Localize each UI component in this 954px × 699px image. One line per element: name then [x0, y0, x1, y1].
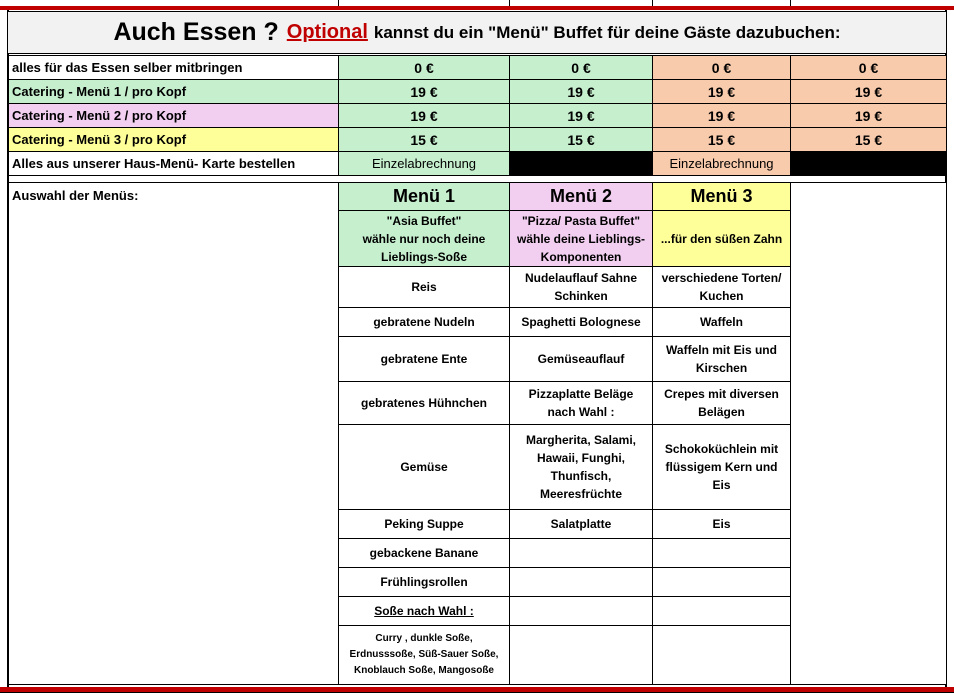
blacked-cell: [510, 152, 653, 176]
top-border: [0, 6, 954, 10]
menu-3-item: [653, 510, 791, 539]
page-title: [8, 11, 946, 54]
empty-column: [791, 183, 947, 685]
price-cell: 0 €: [510, 56, 653, 80]
price-cell: 19 €: [791, 104, 947, 128]
item-line: Schokoküchlein mit: [664, 442, 779, 456]
item-line: Salatplatte: [550, 517, 612, 531]
menu-2-item: [510, 425, 653, 510]
price-cell: 0 €: [653, 56, 791, 80]
title-heading: Auch Essen ?: [113, 18, 279, 46]
item-line: Hawaii, Funghi,: [536, 451, 625, 465]
menu-3-item: [653, 308, 791, 337]
description-line: Lieblings-Soße: [380, 249, 467, 264]
menu-3-item: [653, 539, 791, 568]
menu-2-item: [510, 626, 653, 685]
menu-2-item: [510, 267, 653, 308]
menu-1-item: [339, 425, 510, 510]
item-line: Soße nach Wahl :: [374, 604, 474, 618]
billing-cell: Einzelabrechnung: [339, 152, 510, 176]
menu-1-item: [339, 267, 510, 308]
price-cell: 19 €: [791, 80, 947, 104]
menu-1-item: [339, 337, 510, 382]
price-cell: 19 €: [510, 80, 653, 104]
menu-table: [8, 182, 947, 685]
menu-2-header: Menü 2: [510, 183, 653, 211]
item-line: Belägen: [698, 405, 745, 419]
billing-cell: Einzelabrechnung: [653, 152, 791, 176]
description-line: wähle deine Lieblings-: [516, 231, 646, 246]
col-stub: [652, 0, 653, 6]
price-cell: 15 €: [339, 128, 510, 152]
menu-3-item: [653, 382, 791, 425]
price-cell: 19 €: [653, 104, 791, 128]
item-line: Spaghetti Bolognese: [521, 315, 641, 329]
menu-3-item: [653, 597, 791, 626]
price-cell: 19 €: [339, 80, 510, 104]
item-line: Schinken: [554, 289, 608, 303]
menu-2-item: [510, 568, 653, 597]
price-row: [9, 152, 947, 176]
description-line: "Asia Buffet": [386, 213, 462, 228]
menu-2-item: [510, 597, 653, 626]
item-line: Gemüse: [400, 460, 448, 474]
description-line: "Pizza/ Pasta Buffet": [521, 213, 641, 228]
menu-2-item: [510, 382, 653, 425]
price-row: [9, 128, 947, 152]
price-row-label: Alles aus unserer Haus-Menü- Karte bestellen: [9, 152, 339, 176]
bottom-border-line: [0, 692, 954, 693]
menu-2-item: [510, 539, 653, 568]
item-line: gebratenes Hühnchen: [360, 396, 488, 410]
menu-1-description: [339, 211, 510, 267]
price-row: [9, 80, 947, 104]
price-row-label: Catering - Menü 2 / pro Kopf: [9, 104, 339, 128]
price-cell: 0 €: [791, 56, 947, 80]
item-line: Meeresfrüchte: [539, 487, 623, 501]
price-cell: 0 €: [339, 56, 510, 80]
item-line: Frühlingsrollen: [380, 575, 468, 589]
item-line: gebratene Ente: [380, 352, 468, 366]
price-cell: 15 €: [653, 128, 791, 152]
sauce-options: [339, 626, 510, 685]
price-row-label: Catering - Menü 3 / pro Kopf: [9, 128, 339, 152]
menu-1-item: [339, 597, 510, 626]
menu-3-header: Menü 3: [653, 183, 791, 211]
item-line: gebratene Nudeln: [373, 315, 475, 329]
item-line: Pizzaplatte Beläge: [528, 387, 634, 401]
item-line: Waffeln mit Eis und: [666, 343, 777, 357]
price-row: [9, 56, 947, 80]
item-line: Margherita, Salami,: [525, 433, 637, 447]
col-stub: [790, 0, 791, 6]
title-text: kannst du ein "Menü" Buffet für deine Gäste dazubuchen:: [373, 22, 841, 42]
item-line: Peking Suppe: [384, 517, 464, 531]
item-line: Reis: [411, 280, 437, 294]
price-cell: 15 €: [510, 128, 653, 152]
item-line: Kuchen: [699, 289, 744, 303]
price-cell: 19 €: [510, 104, 653, 128]
menu-1-item: [339, 308, 510, 337]
description-line: ...für den süßen Zahn: [660, 231, 783, 246]
description-line: wähle nur noch deine: [362, 231, 486, 246]
item-line: Nudelauflauf Sahne: [524, 271, 637, 285]
menu-3-item: [653, 267, 791, 308]
item-line: Curry , dunkle Soße,: [375, 633, 473, 644]
item-line: Thunfisch,: [550, 469, 612, 483]
section-label: Auswahl der Menüs:: [9, 183, 339, 685]
col-stub: [509, 0, 510, 6]
menu-1-item: [339, 510, 510, 539]
item-line: Crepes mit diversen: [664, 387, 779, 401]
item-line: Knoblauch Soße, Mangosoße: [353, 665, 494, 676]
price-cell: 19 €: [339, 104, 510, 128]
menu-1-item: [339, 539, 510, 568]
menu-3-item: [653, 337, 791, 382]
menu-1-header: Menü 1: [339, 183, 510, 211]
menu-3-description: [653, 211, 791, 267]
title-optional: Optional: [286, 21, 368, 43]
menu-2-description: [510, 211, 653, 267]
item-line: Waffeln: [700, 315, 743, 329]
price-row-label: Catering - Menü 1 / pro Kopf: [9, 80, 339, 104]
menu-3-item: [653, 425, 791, 510]
item-line: gebackene Banane: [369, 546, 479, 560]
item-line: flüssigem Kern und Eis: [665, 460, 778, 492]
col-stub: [338, 0, 339, 6]
menu-1-item: [339, 568, 510, 597]
menu-3-item: [653, 568, 791, 597]
menu-2-item: [510, 308, 653, 337]
item-line: verschiedene Torten/: [661, 271, 782, 285]
item-line: Gemüseauflauf: [537, 352, 625, 366]
menu-2-item: [510, 337, 653, 382]
item-line: Eis: [712, 517, 731, 531]
menu-2-item: [510, 510, 653, 539]
price-cell: 19 €: [653, 80, 791, 104]
blacked-cell: [791, 152, 947, 176]
item-line: Erdnusssoße, Süß-Sauer Soße,: [349, 649, 499, 660]
price-cell: 15 €: [791, 128, 947, 152]
menu-3-item: [653, 626, 791, 685]
item-line: nach Wahl :: [547, 405, 615, 419]
price-row: [9, 104, 947, 128]
price-table: [8, 55, 947, 176]
description-line: Komponenten: [540, 249, 622, 264]
menu-header-row: [9, 183, 947, 211]
item-line: Kirschen: [695, 361, 748, 375]
menu-1-item: [339, 382, 510, 425]
price-row-label: alles für das Essen selber mitbringen: [9, 56, 339, 80]
